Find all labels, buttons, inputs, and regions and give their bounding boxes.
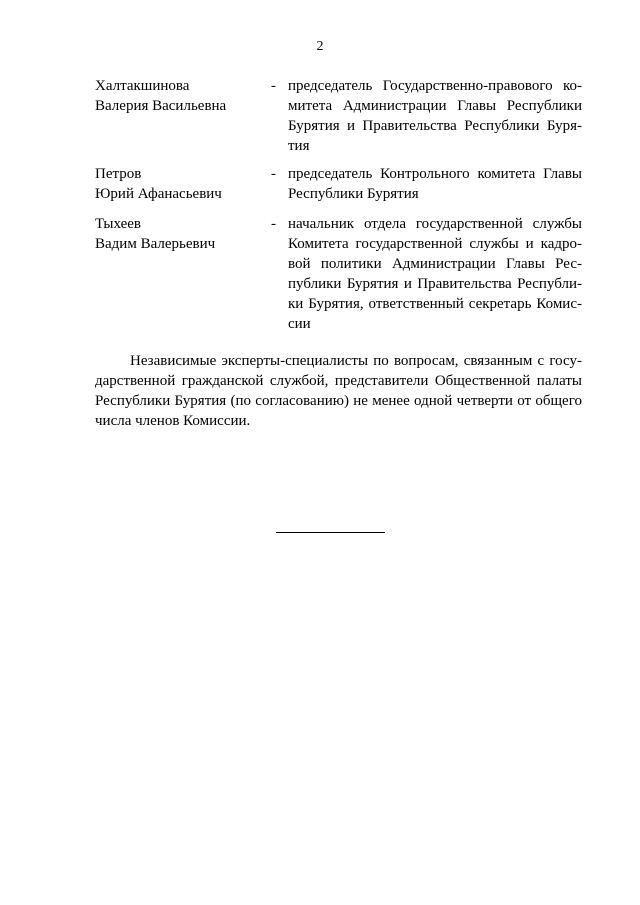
role-line: начальник отдела государственной службы: [288, 216, 582, 232]
member-surname: Халтакшинова: [95, 78, 190, 94]
role-line: публики Бурятия и Правительства Республи-: [288, 276, 582, 292]
role-line: председатель Контрольного комитета Главы: [288, 166, 582, 182]
role-line: митета Администрации Главы Республики: [288, 98, 582, 114]
note-line: Республики Бурятия (по согласованию) не менее одной четверти от общего: [95, 393, 582, 409]
separator-dash: -: [271, 166, 276, 182]
member-name: [95, 214, 270, 254]
role-line: Бурятия и Правительства Республики Буря-: [288, 118, 582, 134]
member-role: [288, 214, 582, 334]
separator-dash: -: [271, 78, 276, 94]
member-role: [288, 76, 582, 156]
role-line: тия: [288, 138, 310, 154]
note-line: дарственной гражданской службой, представители Общественной палаты: [95, 373, 582, 389]
note-line: Независимые эксперты-специалисты по вопросам, связанным с госу-: [130, 353, 582, 369]
role-line: сии: [288, 316, 311, 332]
member-name: [95, 76, 270, 116]
member-given-names: Вадим Валерьевич: [95, 236, 216, 252]
role-line: председатель Государственно-правового ко-: [288, 78, 582, 94]
member-name: [95, 164, 270, 204]
member-surname: Тыхеев: [95, 216, 142, 232]
role-line: Комитета государственной службы и кадро-: [288, 236, 582, 252]
separator-dash: -: [271, 216, 276, 232]
role-line: вой политики Администрации Главы Рес-: [288, 256, 582, 272]
member-given-names: Валерия Васильевна: [95, 98, 227, 114]
note-paragraph: [95, 351, 582, 431]
role-line: Республики Бурятия: [288, 186, 419, 202]
role-line: ки Бурятия, ответственный секретарь Комис-: [288, 296, 582, 312]
note-line: числа членов Комиссии.: [95, 413, 251, 429]
member-role: [288, 164, 582, 204]
end-of-document-rule: [276, 532, 385, 533]
member-surname: Петров: [95, 166, 142, 182]
page-number: 2: [316, 39, 324, 54]
member-given-names: Юрий Афанасьевич: [95, 186, 222, 202]
